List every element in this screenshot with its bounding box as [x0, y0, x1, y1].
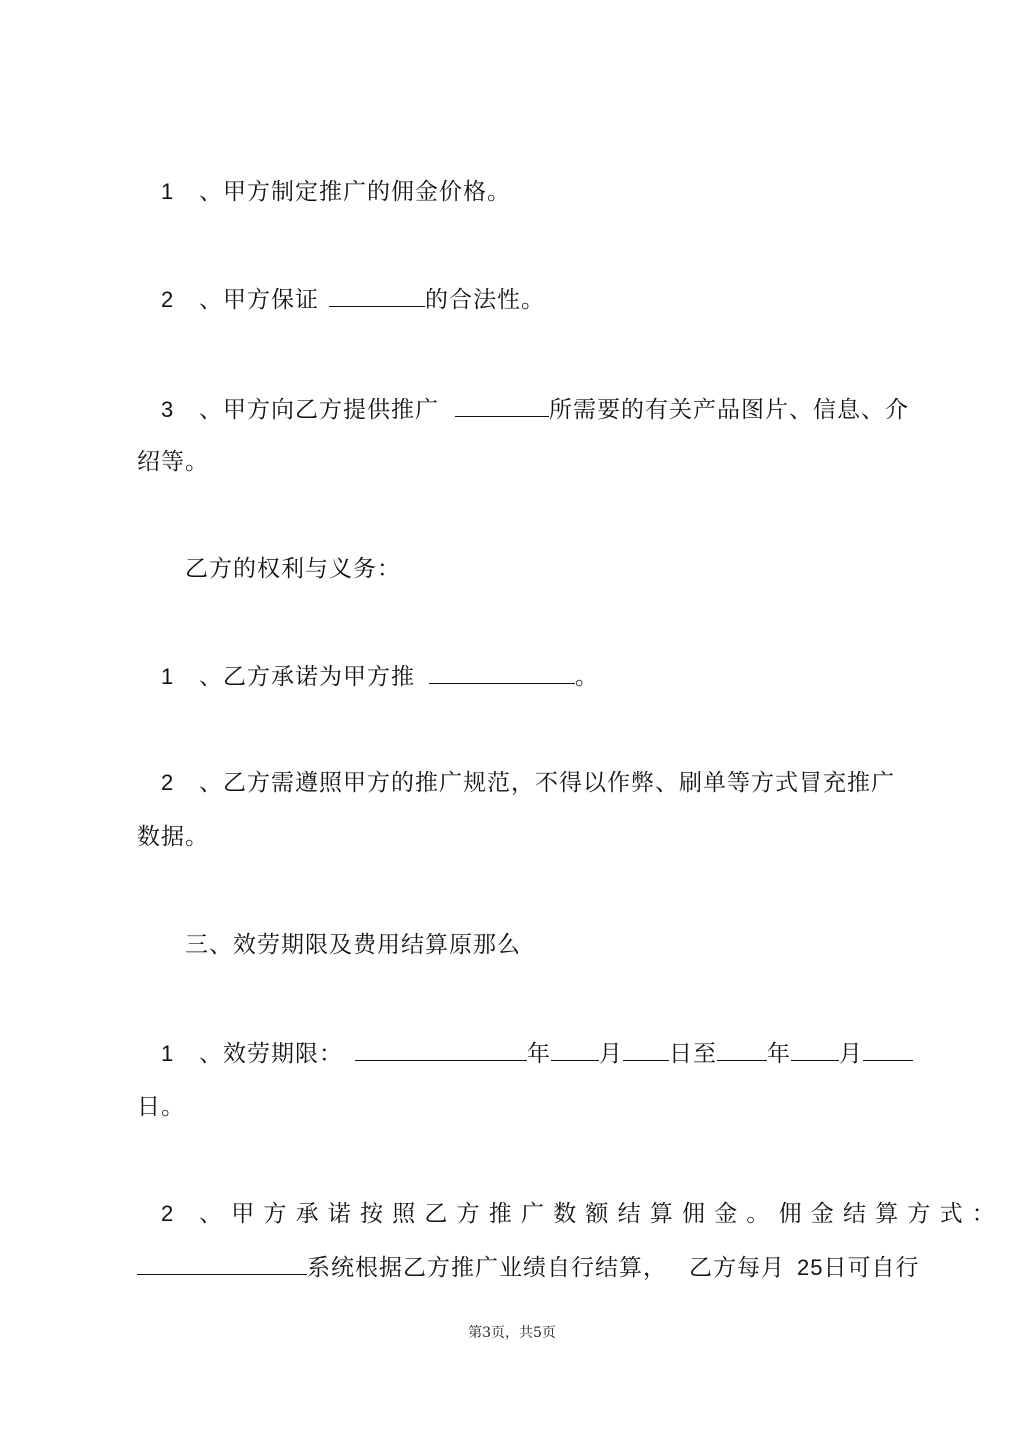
end-day-blank[interactable]: [863, 1038, 913, 1061]
heading-text: 乙方的权利与义务：: [185, 556, 401, 582]
clause-a3: [161, 394, 909, 425]
clause-text: 、甲方制定推广的佣金价格。: [199, 179, 511, 205]
page-footer: [0, 1323, 1024, 1343]
clause-number: 2: [161, 1201, 174, 1226]
clause-c2: [161, 1199, 1004, 1229]
clause-b1: [161, 661, 599, 692]
fill-blank[interactable]: [137, 1252, 307, 1275]
clause-text: 日。: [137, 1094, 185, 1120]
clause-number: 3: [161, 397, 175, 422]
heading-text: 三、效劳期限及费用结算原那么: [185, 932, 521, 958]
clause-text: 、甲方向乙方提供推广: [199, 397, 439, 423]
year-label: 年: [767, 1041, 791, 1067]
clause-text: 日可自行: [823, 1255, 920, 1281]
clause-text: 、乙方承诺为甲方推: [199, 664, 415, 690]
clause-c1: [161, 1038, 913, 1069]
clause-text: 、乙方需遵照甲方的推广规范，不得以作弊、刷单等方式冒充推广: [199, 770, 895, 796]
clause-text: 数据。: [137, 824, 209, 850]
clause-c1-cont: [137, 1092, 185, 1122]
clause-text: 、甲方承诺按照乙方推广数额结算佣金。佣金结算方式：: [199, 1201, 1004, 1227]
clause-text: 乙方每月: [689, 1255, 785, 1281]
clause-text: 。: [575, 664, 599, 690]
clause-text: 绍等。: [137, 449, 209, 475]
clause-c2-cont: [137, 1252, 919, 1283]
clause-text: 、效劳期限：: [199, 1041, 343, 1067]
clause-b2-cont: [137, 822, 209, 852]
year-label: 年: [527, 1041, 551, 1067]
clause-a1: [161, 177, 511, 207]
start-date-blank[interactable]: [355, 1038, 527, 1061]
clause-number: 1: [161, 664, 175, 689]
fill-blank[interactable]: [329, 284, 425, 307]
clause-number: 1: [161, 1041, 175, 1066]
start-day-blank[interactable]: [623, 1038, 669, 1061]
clause-text: 系统根据乙方推广业绩自行结算，: [307, 1255, 667, 1281]
section-heading-san: [185, 930, 521, 960]
clause-number: 1: [161, 179, 175, 204]
clause-text: 所需要的有关产品图片、信息、介: [549, 397, 909, 423]
clause-text: 的合法性。: [425, 287, 545, 313]
end-month-blank[interactable]: [791, 1038, 839, 1061]
section-heading-yi: [185, 554, 401, 584]
clause-number: 2: [161, 287, 175, 312]
clause-number: 2: [161, 770, 175, 795]
day-to-label: 日至: [669, 1041, 717, 1067]
clause-a3-cont: [137, 447, 209, 477]
page-number-text: 第3页，共5页: [468, 1325, 556, 1341]
clause-a2: [161, 284, 545, 315]
end-year-blank[interactable]: [717, 1038, 767, 1061]
month-label: 月: [839, 1041, 863, 1067]
fill-blank[interactable]: [429, 661, 575, 684]
fill-blank[interactable]: [455, 394, 549, 417]
clause-b2: [161, 768, 895, 798]
month-label: 月: [599, 1041, 623, 1067]
start-month-blank[interactable]: [551, 1038, 599, 1061]
day-number: 25: [797, 1255, 824, 1280]
clause-text: 、甲方保证: [199, 287, 319, 313]
